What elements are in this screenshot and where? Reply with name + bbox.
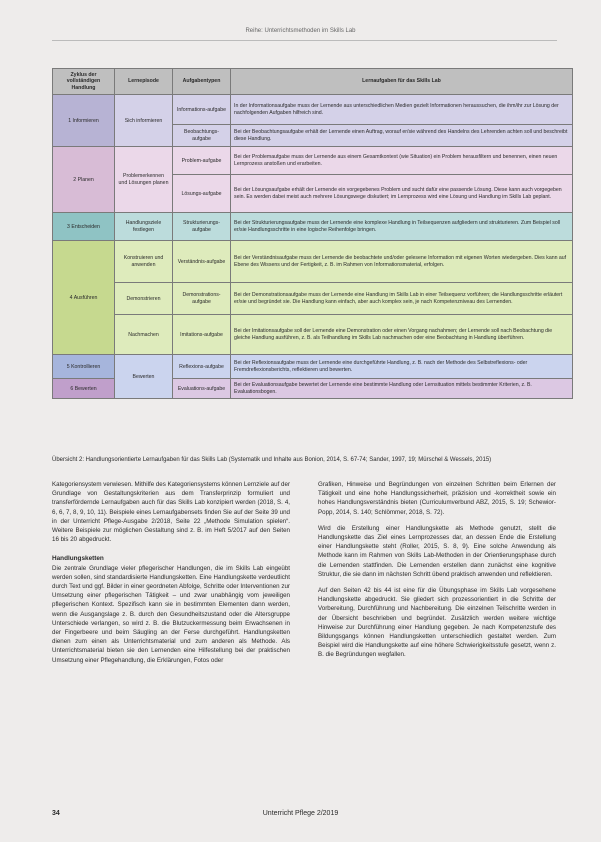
paragraph: Auf den Seiten 42 bis 44 ist eine für die Übungsphase im Skills Lab vorgesehene Handlungskette abgedruckt. Sie gliedert sich prozessorientiert in die Schritte der Vorbereitung, Durchführung und Nachbereitung. Die einzelnen Teilschritte werden in der Übersicht beschrieben und begründet. Zusätzlich werden weitere wichtige Hinweise zur Durchführung einer Handlung gegeben. Je nach Kompetenzstufe des Bildungsgangs können Handlungsketten unterschiedlich gestaltet werden. Zum Beispiel wird die Handlungskette auf eine höhere Schwierigkeitsstufe gesetzt, wenn z. B. die Begründungen wegfallen.: [318, 587, 556, 659]
right-column: [318, 480, 556, 667]
header-task-types: Aufgabentypen: [173, 69, 231, 95]
task-desc-cell: Bei der Verständnisaufgabe muss der Lernende die beobachtete und/oder gelesene Information mit eigenen Worten wiedergeben. Dies kann auf Ebene des Wissens und der Fertigkeit, z. B. im Rahmen von Informationsmaterial, erfolgen.: [231, 241, 573, 283]
task-desc-cell: Bei der Strukturierungsaufgabe muss der Lernende eine komplexe Handlung in Teilsequenzen aufgliedern und strukturieren. Zum Beispiel soll er/sie Handlungsschritte in eine logische Reihenfolge bringen.: [231, 213, 573, 241]
episode-cell: Nachmachen: [115, 315, 173, 355]
task-desc-cell: Bei der Lösungsaufgabe erhält der Lernende ein vorgegebenes Problem und sucht dafür eine passende Lösung. Diese kann auch vorgegeben sein. Es werden dabei meist auch mehrere Lösungswege diskutiert; im Lernprozess wird eine Lösung und Handlung im Skills Lab geplant.: [231, 175, 573, 213]
paragraph: Die zentrale Grundlage vieler pflegerischer Handlungen, die im Skills Lab eingeübt werden sollen, sind standardisierte Handlungsketten. Eine Handlungskette verdeutlicht durch Text und ggf. Bilder in einer geordneten Abfolge, Schritte oder Interventionen zur Umsetzung einer pflegerischen Tätigkeit – und zwar unabhängig vom jeweiligen pflegerischen Kontext. Spezifisch kann sie in bestimmten Elementen dann werden, wenn die Ausgangslage z. B. durch den Gesundheitszustand oder die Altersgruppe Unterschiede verlangen, so wird z. B. die Blutzuckermessung beim Erwachsenen in der Fingerbeere und beim Säugling an der Ferse durchgeführt. Handlungsketten dienen zum einen als Unterrichtsmaterial und zum anderen als Methode. Als Unterrichtsmaterial bieten sie den Lernenden eine Hilfestellung bei der praktischen Umsetzung einer Pflegehandlung, die Erklärungen, Fotos oder: [52, 564, 290, 664]
task-desc-cell: Bei der Beobachtungsaufgabe erhält der Lernende einen Auftrag, worauf er/sie während des Handelns des Lehrenden achten soll und beschreibt diese Handlung.: [231, 125, 573, 147]
episode-cell: Demonstrieren: [115, 283, 173, 315]
phase-cell: 6 Bewerten: [53, 379, 115, 399]
task-type-cell: Problem-aufgabe: [173, 147, 231, 175]
task-type-cell: Beobachtungs-aufgabe: [173, 125, 231, 147]
header-cycle: Zyklus der vollständigen Handlung: [53, 69, 115, 95]
task-type-cell: Strukturierungs-aufgabe: [173, 213, 231, 241]
task-type-cell: Verständnis-aufgabe: [173, 241, 231, 283]
phase-cell: 4 Ausführen: [53, 241, 115, 355]
running-header: Reihe: Unterrichtsmethoden im Skills Lab: [245, 28, 356, 34]
task-desc-cell: Bei der Evaluationsaufgabe bewertet der Lernende eine bestimmte Handlung oder Lernsituation mittels bestimmter Kriterien, z. B. Evaluationsbogen.: [231, 379, 573, 399]
paragraph: Grafiken, Hinweise und Begründungen von einzelnen Schritten beim Erlernen der Tätigkeit und eine hohe Handlungssicherheit, präzision und -korrektheit sowie ein hohes Handlungsverständnis bieten (Curriculumverbund ABZ, 2015, S. 19; Schewior-Popp, 2014, S. 140; Schlömmer, 2018, S. 72).: [318, 481, 556, 516]
phase-cell: 5 Kontrollieren: [53, 355, 115, 379]
section-heading: Handlungsketten: [52, 555, 104, 563]
phase-cell: 3 Entscheiden: [53, 213, 115, 241]
phase-cell: 1 Informieren: [53, 95, 115, 147]
task-desc-cell: Bei der Problemaufgabe muss der Lernende aus einem Gesamtkontext (wie Situation) ein Problem herausfiltern und benennen, einen neuen Lernprozess anstoßen und erarbeiten.: [231, 147, 573, 175]
header-episode: Lernepisode: [115, 69, 173, 95]
left-column: [52, 480, 290, 672]
paragraph: Kategoriensystem verwiesen. Mithilfe des Kategoriensystems können Lernziele auf der Grundlage von Gestaltungskriterien aus dem Transferprinzip formuliert und transferfördernde Lernaufgaben auch für das Skills Lab konzipiert werden (2018, S. 4, 6, 6, 7, 8, 9, 10, 11). Beispiele eines Lernaufgabensets finden Sie auf der Seite 39 und in der Unterricht Pflege-Ausgabe 2/2018, Seite 22 „Methode Simulation spielen“. Weitere Beispiele zur möglichen Gestaltung sind z. B. im Heft 5/2017 auf den Seiten 16 bis 20 abgedruckt.: [52, 481, 290, 544]
header-tasks: Lernaufgaben für das Skills Lab: [231, 69, 573, 95]
journal-name: Unterricht Pflege 2/2019: [262, 810, 339, 817]
task-type-cell: Lösungs-aufgabe: [173, 175, 231, 213]
task-type-cell: Evaluations-aufgabe: [173, 379, 231, 399]
episode-cell: Problemerkennen und Lösungen planen: [115, 147, 173, 213]
task-type-cell: Reflexions-aufgabe: [173, 355, 231, 379]
task-type-cell: Demonstrations-aufgabe: [173, 283, 231, 315]
task-desc-cell: Bei der Demonstrationsaufgabe muss der Lernende eine Handlung im Skills Lab in einer Teilsequenz vorführen; die Handlungsschritte erläutert er/sie und begründet sie. Die Handlung kann einfach, aber auch komplex sein, je nach Kompetenzniveau des Lernenden.: [231, 283, 573, 315]
page-number: 34: [52, 810, 60, 817]
paragraph: Wird die Erstellung einer Handlungskette als Methode genutzt, stellt die Handlungskette das Ziel eines Lernprozesses dar, an dessen Ende die Erstellung einer Handlungskette steht (Roller, 2015, S. 8, 9). Eine solche Anwendung als Methode kann im Rahmen von Skills Lab-Methoden in der Orientierungsphase durch die Lernenden stattfinden. Die Lernenden erstellen dann zunächst eine kognitive Struktur, die sie dann im nächsten Schritt übend praktisch anwenden und reflektieren.: [318, 524, 556, 578]
header-rule: [52, 40, 557, 41]
task-desc-cell: In der Informationsaufgabe muss der Lernende aus unterschiedlichen Medien gezielt Informationen heraussuchen, die ihm/ihr zur Lösung der nachfolgenden Aufgaben hilfreich sind.: [231, 95, 573, 125]
task-desc-cell: Bei der Reflexionsaufgabe muss der Lernende eine durchgeführte Handlung, z. B. nach der Methode des Selbstreflexions- oder Fremdreflexionsberichts, reflektieren und bewerten.: [231, 355, 573, 379]
episode-cell: Bewerten: [115, 355, 173, 399]
task-desc-cell: Bei der Imitationsaufgabe soll der Lernende eine Demonstration oder einen Vorgang nachahmen; der Lernende soll nach Beobachtung die gleiche Handlung ausführen, z. B. als Teilhandlung im Skills Lab nachmachen oder eine Beobachtung in Handlung überführen.: [231, 315, 573, 355]
task-type-cell: Informations-aufgabe: [173, 95, 231, 125]
episode-cell: Sich informieren: [115, 95, 173, 147]
episode-cell: Konstruieren und anwenden: [115, 241, 173, 283]
task-type-cell: Imitations-aufgabe: [173, 315, 231, 355]
phase-cell: 2 Planen: [53, 147, 115, 213]
episode-cell: Handlungsziele festlegen: [115, 213, 173, 241]
learning-tasks-table: [52, 68, 573, 399]
table-caption: Übersicht 2: Handlungsorientierte Lernaufgaben für das Skills Lab (Systematik und Inhalte aus Bonion, 2014, S. 67-74; Sander, 1997, 19; Mürschel & Wessels, 2015): [52, 457, 492, 463]
